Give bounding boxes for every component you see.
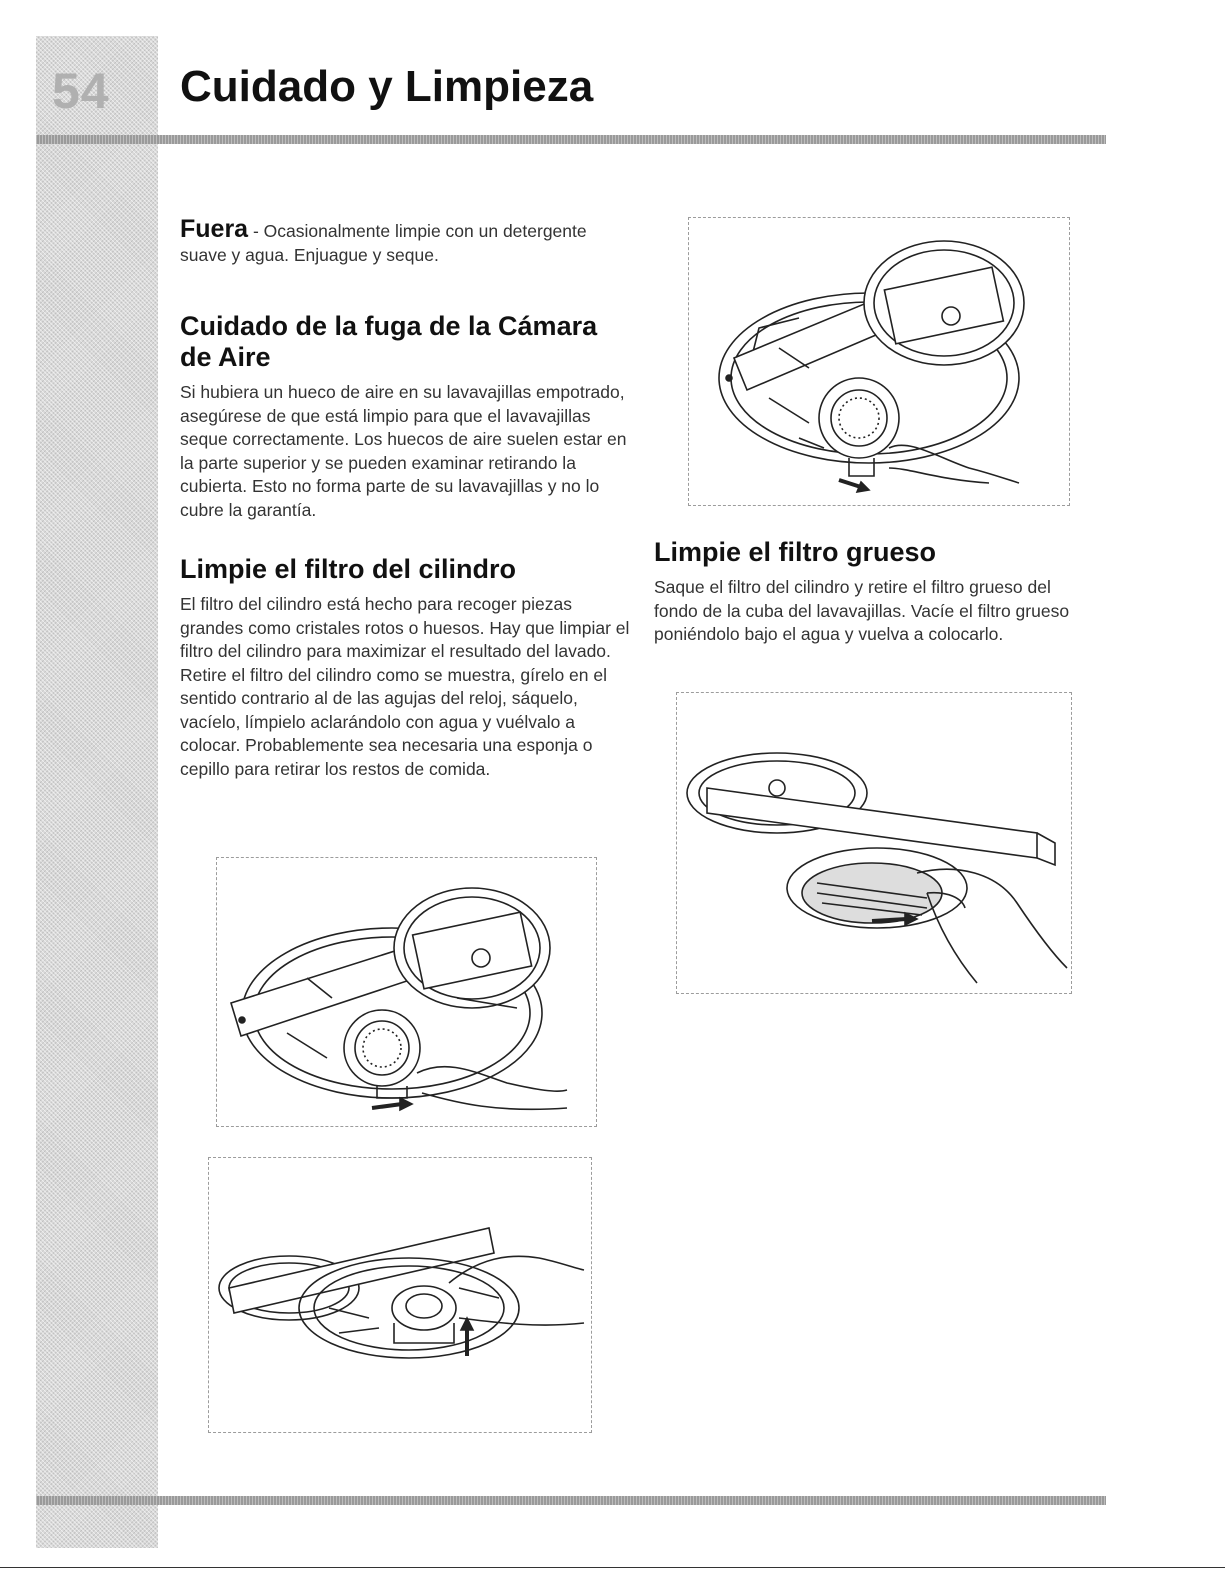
coarse-filter-heading: Limpie el filtro grueso: [654, 537, 937, 567]
figure-filter-lift: [208, 1157, 592, 1433]
outside-text: - Ocasionalmente limpie con un detergente suave y agua. Enjuague y seque.: [180, 221, 587, 265]
page-title: Cuidado y Limpieza: [180, 62, 594, 111]
air-gap-text: Si hubiera un hueco de aire en su lavavajillas empotrado, asegúrese de que está limpio para que el lavavajillas seque correctamente. Los huecos de aire suelen estar en la parte superior y se pueden examinar retirando la cubierta. Esto no forma parte de su lavavajillas y no lo cubre la garantía.: [180, 382, 627, 520]
left-column: [180, 215, 635, 781]
figure-coarse-filter-removal: [676, 692, 1072, 994]
filter-rotate-illustration-icon-2: [217, 858, 596, 1126]
figure-filter-rotate-bottom: [216, 857, 597, 1127]
cylinder-filter-text: El filtro del cilindro está hecho para recoger piezas grandes como cristales rotos o huesos. Hay que limpiar el filtro del cilindro para maximizar el resultado del lavado. Retire el filtro del cilindro como se muestra, gírelo en el sentido contrario al de las agujas del reloj, sáquelo, vacíelo, límpielo aclarándolo con agua y vuélvalo a colocar. Probablemente sea necesaria una esponja o cepillo para retirar los restos de comida.: [180, 594, 630, 779]
cylinder-filter-section: [180, 554, 635, 781]
filter-rotate-illustration-icon: [689, 218, 1069, 505]
outside-heading: Fuera: [180, 215, 249, 243]
page-number: 54: [52, 63, 110, 119]
footer-rule: [36, 1496, 1106, 1505]
coarse-filter-text: Saque el filtro del cilindro y retire el filtro grueso del fondo de la cuba del lavavajillas. Vacíe el filtro grueso poniéndolo bajo el agua y vuelva a colocarlo.: [654, 577, 1070, 644]
side-band: [36, 36, 158, 1548]
air-gap-heading: Cuidado de la fuga de la Cámara de Aire: [180, 311, 598, 372]
filter-lift-illustration-icon: [209, 1158, 591, 1432]
header-rule: [36, 135, 1106, 144]
figure-filter-rotate-top: [688, 217, 1070, 506]
coarse-filter-removal-illustration-icon: [677, 693, 1071, 993]
cylinder-filter-heading: Limpie el filtro del cilindro: [180, 554, 517, 584]
air-gap-section: [180, 311, 635, 522]
right-column: [654, 537, 1074, 647]
page-edge-line: [0, 1567, 1225, 1568]
outside-paragraph: [180, 215, 635, 267]
